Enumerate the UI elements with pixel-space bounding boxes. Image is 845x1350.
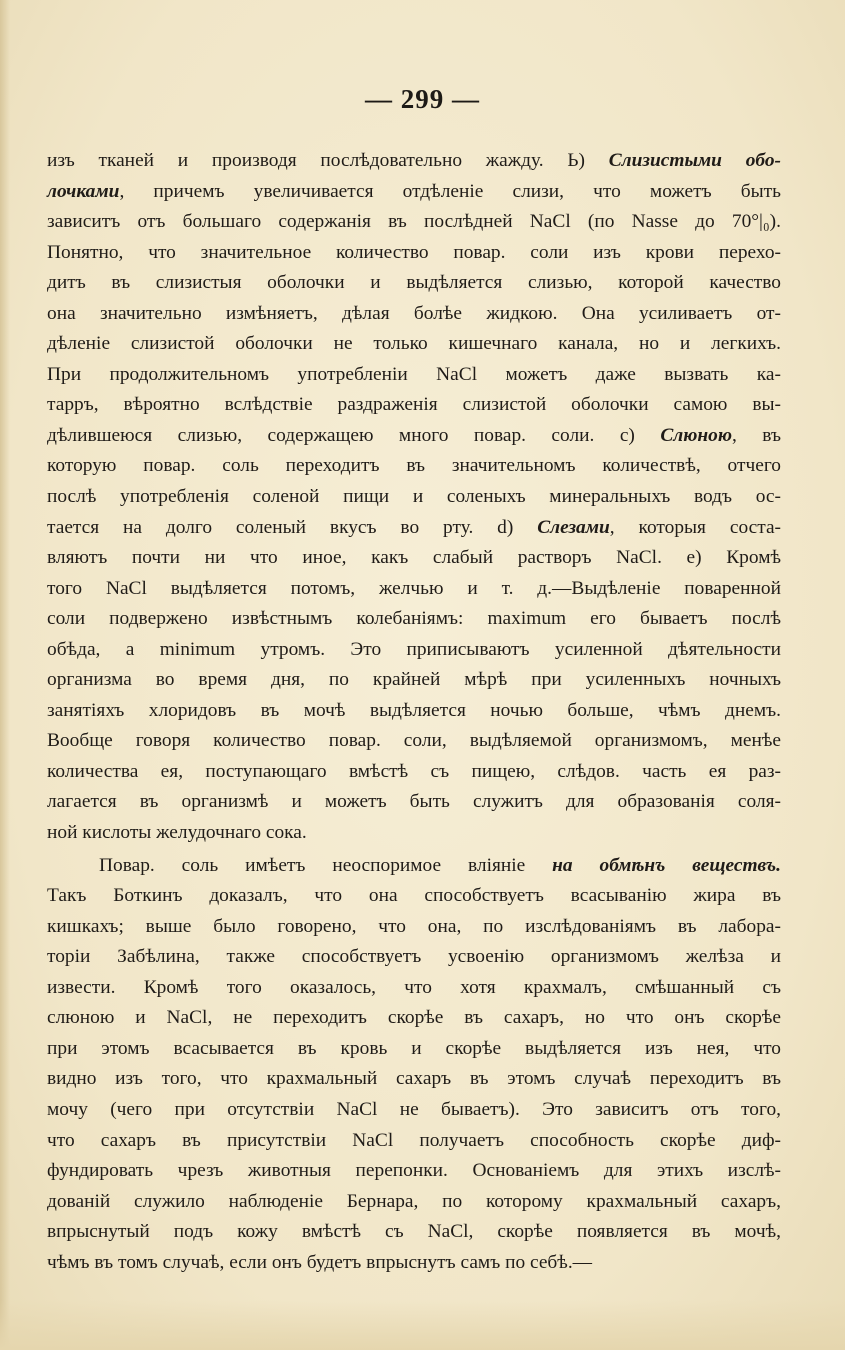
text-segment: чѣмъ въ томъ случаѣ, если онъ будетъ впрыснутъ самъ по себѣ.—	[47, 1251, 593, 1273]
text-segment: тарръ, вѣроятно вслѣдствіе раздраженія слизистой оболочки самою вы-	[47, 394, 781, 416]
text-segment: того NaCl выдѣляется потомъ, желчью и т. д.—Выдѣленіе поваренной	[47, 577, 781, 599]
text-segment: организма во время дня, по крайней мѣрѣ при усиленныхъ ночныхъ	[47, 669, 781, 691]
text-segment: дованій служило наблюденіе Бернара, по которому крахмальный сахаръ,	[47, 1190, 781, 1212]
text-line	[47, 818, 781, 849]
text-segment: изъ тканей и производя послѣдовательно жажду. Ь)	[47, 150, 609, 171]
text-segment: извести. Кромѣ того оказалось, что хотя крахмалъ, смѣшанный съ	[47, 976, 781, 998]
text-segment: дѣлившеюся слизью, содержащею много повар. соли. c)	[47, 424, 661, 446]
text-line	[47, 543, 781, 574]
text-line	[47, 1217, 781, 1248]
text-segment: При продолжительномъ употребленіи NaCl можетъ даже вызвать ка-	[47, 363, 781, 385]
text-segment: дитъ въ слизистыя оболочки и выдѣляется слизью, которой качество	[47, 272, 781, 294]
text-segment: Понятно, что значительное количество повар. соли изъ крови перехо-	[47, 241, 781, 263]
paragraph-1	[47, 146, 781, 849]
text-segment: ной кислоты желудочнаго сока.	[47, 822, 307, 844]
text-segment: зависитъ отъ большаго содержанія въ послѣдней NaCl (по Nasse до 70°|₀).	[47, 211, 781, 233]
text-segment: соли подвержено извѣстнымъ колебаніямъ: maximum его бываетъ послѣ	[47, 608, 781, 630]
text-segment: , въ	[732, 424, 781, 446]
text-line	[47, 665, 781, 696]
text-line	[47, 973, 781, 1004]
text-segment: Такъ Боткинъ доказалъ, что она способствуетъ всасыванію жира въ	[47, 885, 781, 907]
text-segment: вляютъ почти ни что иное, какъ слабый растворъ NaCl. e) Кромѣ	[47, 547, 781, 569]
text-segment: при этомъ всасывается въ кровь и скорѣе выдѣляется изъ нея, что	[47, 1037, 781, 1059]
text-line	[47, 1156, 781, 1187]
text-segment: что сахаръ въ присутствіи NaCl получаетъ способность скорѣе диф-	[47, 1129, 781, 1151]
text-line	[47, 238, 781, 269]
page-number: — 299 —	[365, 84, 480, 114]
italic-phrase: Слезами	[537, 516, 610, 538]
text-line	[47, 329, 781, 360]
paragraph-2	[47, 851, 781, 1279]
text-segment: обѣда, а minimum утромъ. Это приписываютъ усиленной дѣятельности	[47, 638, 781, 660]
text-line	[47, 146, 781, 177]
text-segment: количества ея, поступающаго вмѣстѣ съ пищею, слѣдов. часть ея раз-	[47, 760, 781, 782]
italic-phrase: Слизистыми обо-	[608, 150, 781, 171]
text-segment: , которыя соста-	[609, 516, 782, 538]
text-line	[47, 1248, 781, 1279]
italic-phrase: Слюною	[660, 424, 732, 446]
text-line	[47, 942, 781, 973]
text-line	[47, 851, 781, 882]
text-line	[47, 757, 781, 788]
italic-phrase: на обмѣнъ веществъ.	[552, 854, 781, 876]
text-segment: фундировать чрезъ животныя перепонки. Основаніемъ для этихъ изслѣ-	[47, 1160, 781, 1182]
text-line	[47, 1034, 781, 1065]
text-line	[47, 1187, 781, 1218]
text-line	[47, 451, 781, 482]
italic-phrase: лочками	[47, 180, 120, 202]
text-line	[47, 1095, 781, 1126]
text-segment: тается на долго соленый вкусъ во рту. d)	[47, 516, 538, 538]
text-segment: занятіяхъ хлоридовъ въ мочѣ выдѣляется ночью больше, чѣмъ днемъ.	[47, 699, 781, 721]
body-text	[47, 146, 781, 1278]
text-segment: которую повар. соль переходитъ въ значительномъ количествѣ, отчего	[47, 455, 781, 477]
text-line	[47, 268, 781, 299]
text-line	[47, 299, 781, 330]
text-segment: впрыснутый подъ кожу вмѣстѣ съ NaCl, скорѣе появляется въ мочѣ,	[47, 1221, 781, 1243]
text-line	[47, 421, 781, 452]
text-line	[47, 207, 781, 238]
text-line	[47, 912, 781, 943]
text-segment: кишкахъ; выше было говорено, что она, по изслѣдованіямъ въ лабора-	[47, 915, 781, 937]
text-segment: торіи Забѣлина, также способствуетъ усвоенію организмомъ желѣза и	[47, 946, 781, 968]
text-line	[47, 635, 781, 666]
text-line	[47, 574, 781, 605]
text-line	[47, 482, 781, 513]
text-segment: дѣленіе слизистой оболочки не только кишечнаго канала, но и легкихъ.	[47, 333, 781, 355]
text-line	[47, 604, 781, 635]
text-segment: послѣ употребленія соленой пищи и соленыхъ минеральныхъ водъ ос-	[47, 486, 781, 508]
text-segment: Повар. соль имѣетъ неоспоримое вліяніе	[99, 854, 553, 876]
page-bottom-shading	[0, 1300, 845, 1350]
page-left-edge-shadow	[0, 0, 10, 1350]
text-segment: она значительно измѣняетъ, дѣлая болѣе жидкою. Она усиливаетъ от-	[47, 302, 781, 324]
text-line	[47, 1003, 781, 1034]
text-segment: мочу (чего при отсутствіи NaCl не бываетъ). Это зависитъ отъ того,	[47, 1098, 781, 1120]
text-line	[47, 513, 781, 544]
text-line	[47, 1064, 781, 1095]
text-line	[47, 726, 781, 757]
text-segment: лагается въ организмѣ и можетъ быть служитъ для образованія соля-	[47, 791, 781, 813]
text-line	[47, 1126, 781, 1157]
text-segment: видно изъ того, что крахмальный сахаръ въ этомъ случаѣ переходитъ въ	[47, 1068, 781, 1090]
text-segment: слюною и NaCl, не переходитъ скорѣе въ сахаръ, но что онъ скорѣе	[47, 1007, 781, 1029]
text-line	[47, 787, 781, 818]
text-line	[47, 881, 781, 912]
text-line	[47, 696, 781, 727]
text-line	[47, 177, 781, 208]
text-segment: , причемъ увеличивается отдѣленіе слизи, что можетъ быть	[119, 180, 781, 202]
text-line	[47, 390, 781, 421]
text-line	[47, 360, 781, 391]
text-segment: Вообще говоря количество повар. соли, выдѣляемой организмомъ, менѣе	[47, 730, 781, 752]
